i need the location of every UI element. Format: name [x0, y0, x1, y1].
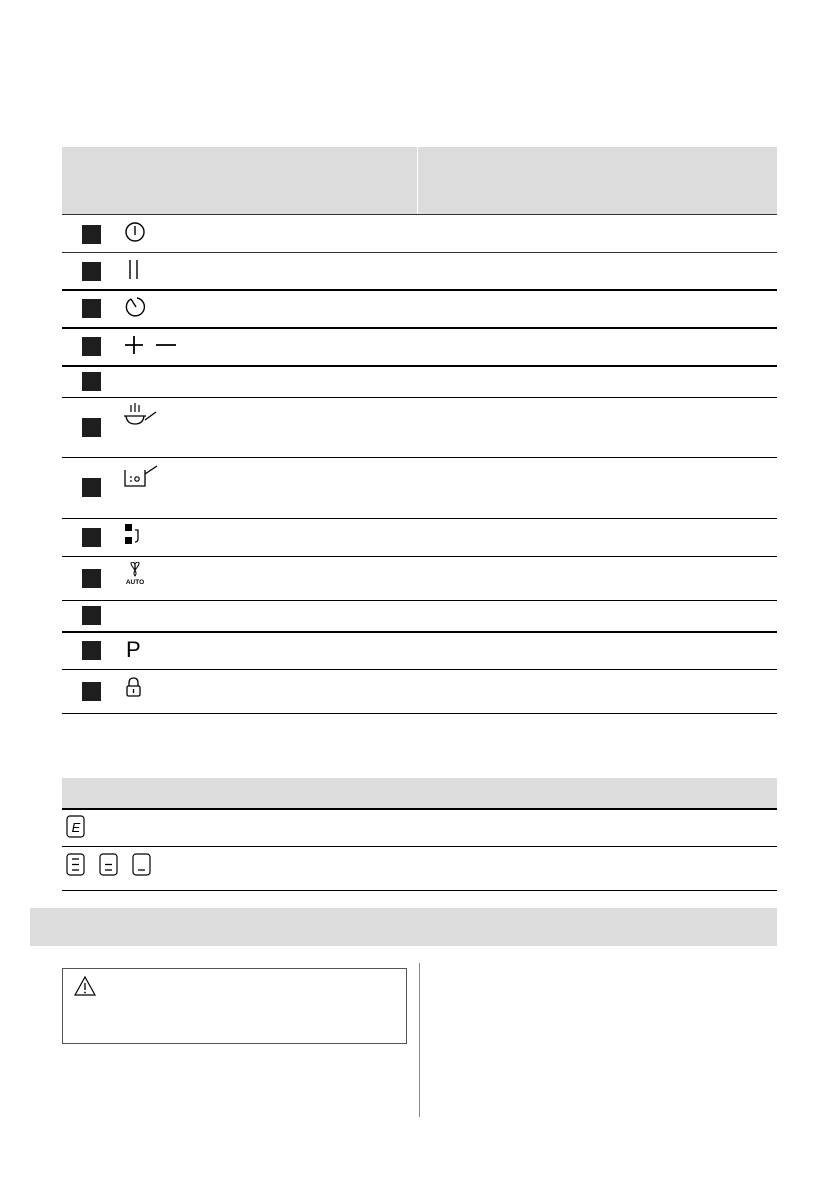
- row-divider: [62, 214, 777, 215]
- row-divider: [62, 808, 777, 810]
- row-marker: [82, 478, 101, 497]
- pot-boil-icon: [123, 464, 159, 490]
- row-marker: [82, 682, 101, 701]
- row-divider: [62, 397, 777, 398]
- row-marker: [82, 337, 101, 356]
- row-divider: [62, 556, 777, 557]
- display-table-header: [62, 778, 777, 808]
- row-marker: [82, 528, 101, 547]
- row-divider: [62, 327, 777, 329]
- row-divider: [62, 365, 777, 367]
- frying-pan-icon: [122, 403, 158, 429]
- display-e-icon: [66, 815, 86, 839]
- row-marker: [82, 225, 101, 244]
- row-divider: [62, 252, 777, 253]
- row-marker: [82, 641, 101, 660]
- fan-auto-icon: [123, 562, 147, 586]
- control-table-header: [62, 147, 777, 215]
- table-bottom-border: [62, 890, 777, 891]
- row-divider: [62, 669, 777, 670]
- row-divider: [62, 289, 777, 291]
- column-divider: [419, 963, 420, 1117]
- row-marker: [82, 262, 101, 281]
- row-divider: [62, 600, 777, 601]
- table-bottom-border: [62, 713, 777, 714]
- lock-icon: [125, 677, 143, 699]
- residual-heat-low-icon: [132, 853, 152, 877]
- warning-triangle-icon: [73, 975, 97, 997]
- display-e-text: E: [71, 820, 81, 835]
- row-marker: [82, 569, 101, 588]
- row-marker: [82, 372, 101, 391]
- row-marker: [82, 418, 101, 437]
- power-icon: [124, 221, 146, 243]
- bridge-icon: [127, 259, 141, 281]
- row-marker: [82, 606, 101, 625]
- row-marker: [82, 299, 101, 318]
- residual-heat-medium-icon: [99, 853, 119, 877]
- power-boost-text: P: [126, 637, 141, 662]
- row-divider: [62, 631, 777, 633]
- hob-to-hood-icon: [124, 523, 142, 547]
- fan-auto-text: AUTO: [125, 579, 145, 586]
- row-divider: [62, 457, 777, 458]
- residual-heat-high-icon: [66, 853, 86, 877]
- plus-minus-icon: [123, 334, 179, 356]
- warning-box: [62, 968, 407, 1044]
- timer-icon: [124, 295, 148, 319]
- power-boost-icon: [124, 636, 144, 662]
- section-heading-bar: [30, 908, 777, 946]
- column-divider: [417, 147, 418, 215]
- row-divider: [62, 846, 777, 847]
- row-divider: [62, 518, 777, 519]
